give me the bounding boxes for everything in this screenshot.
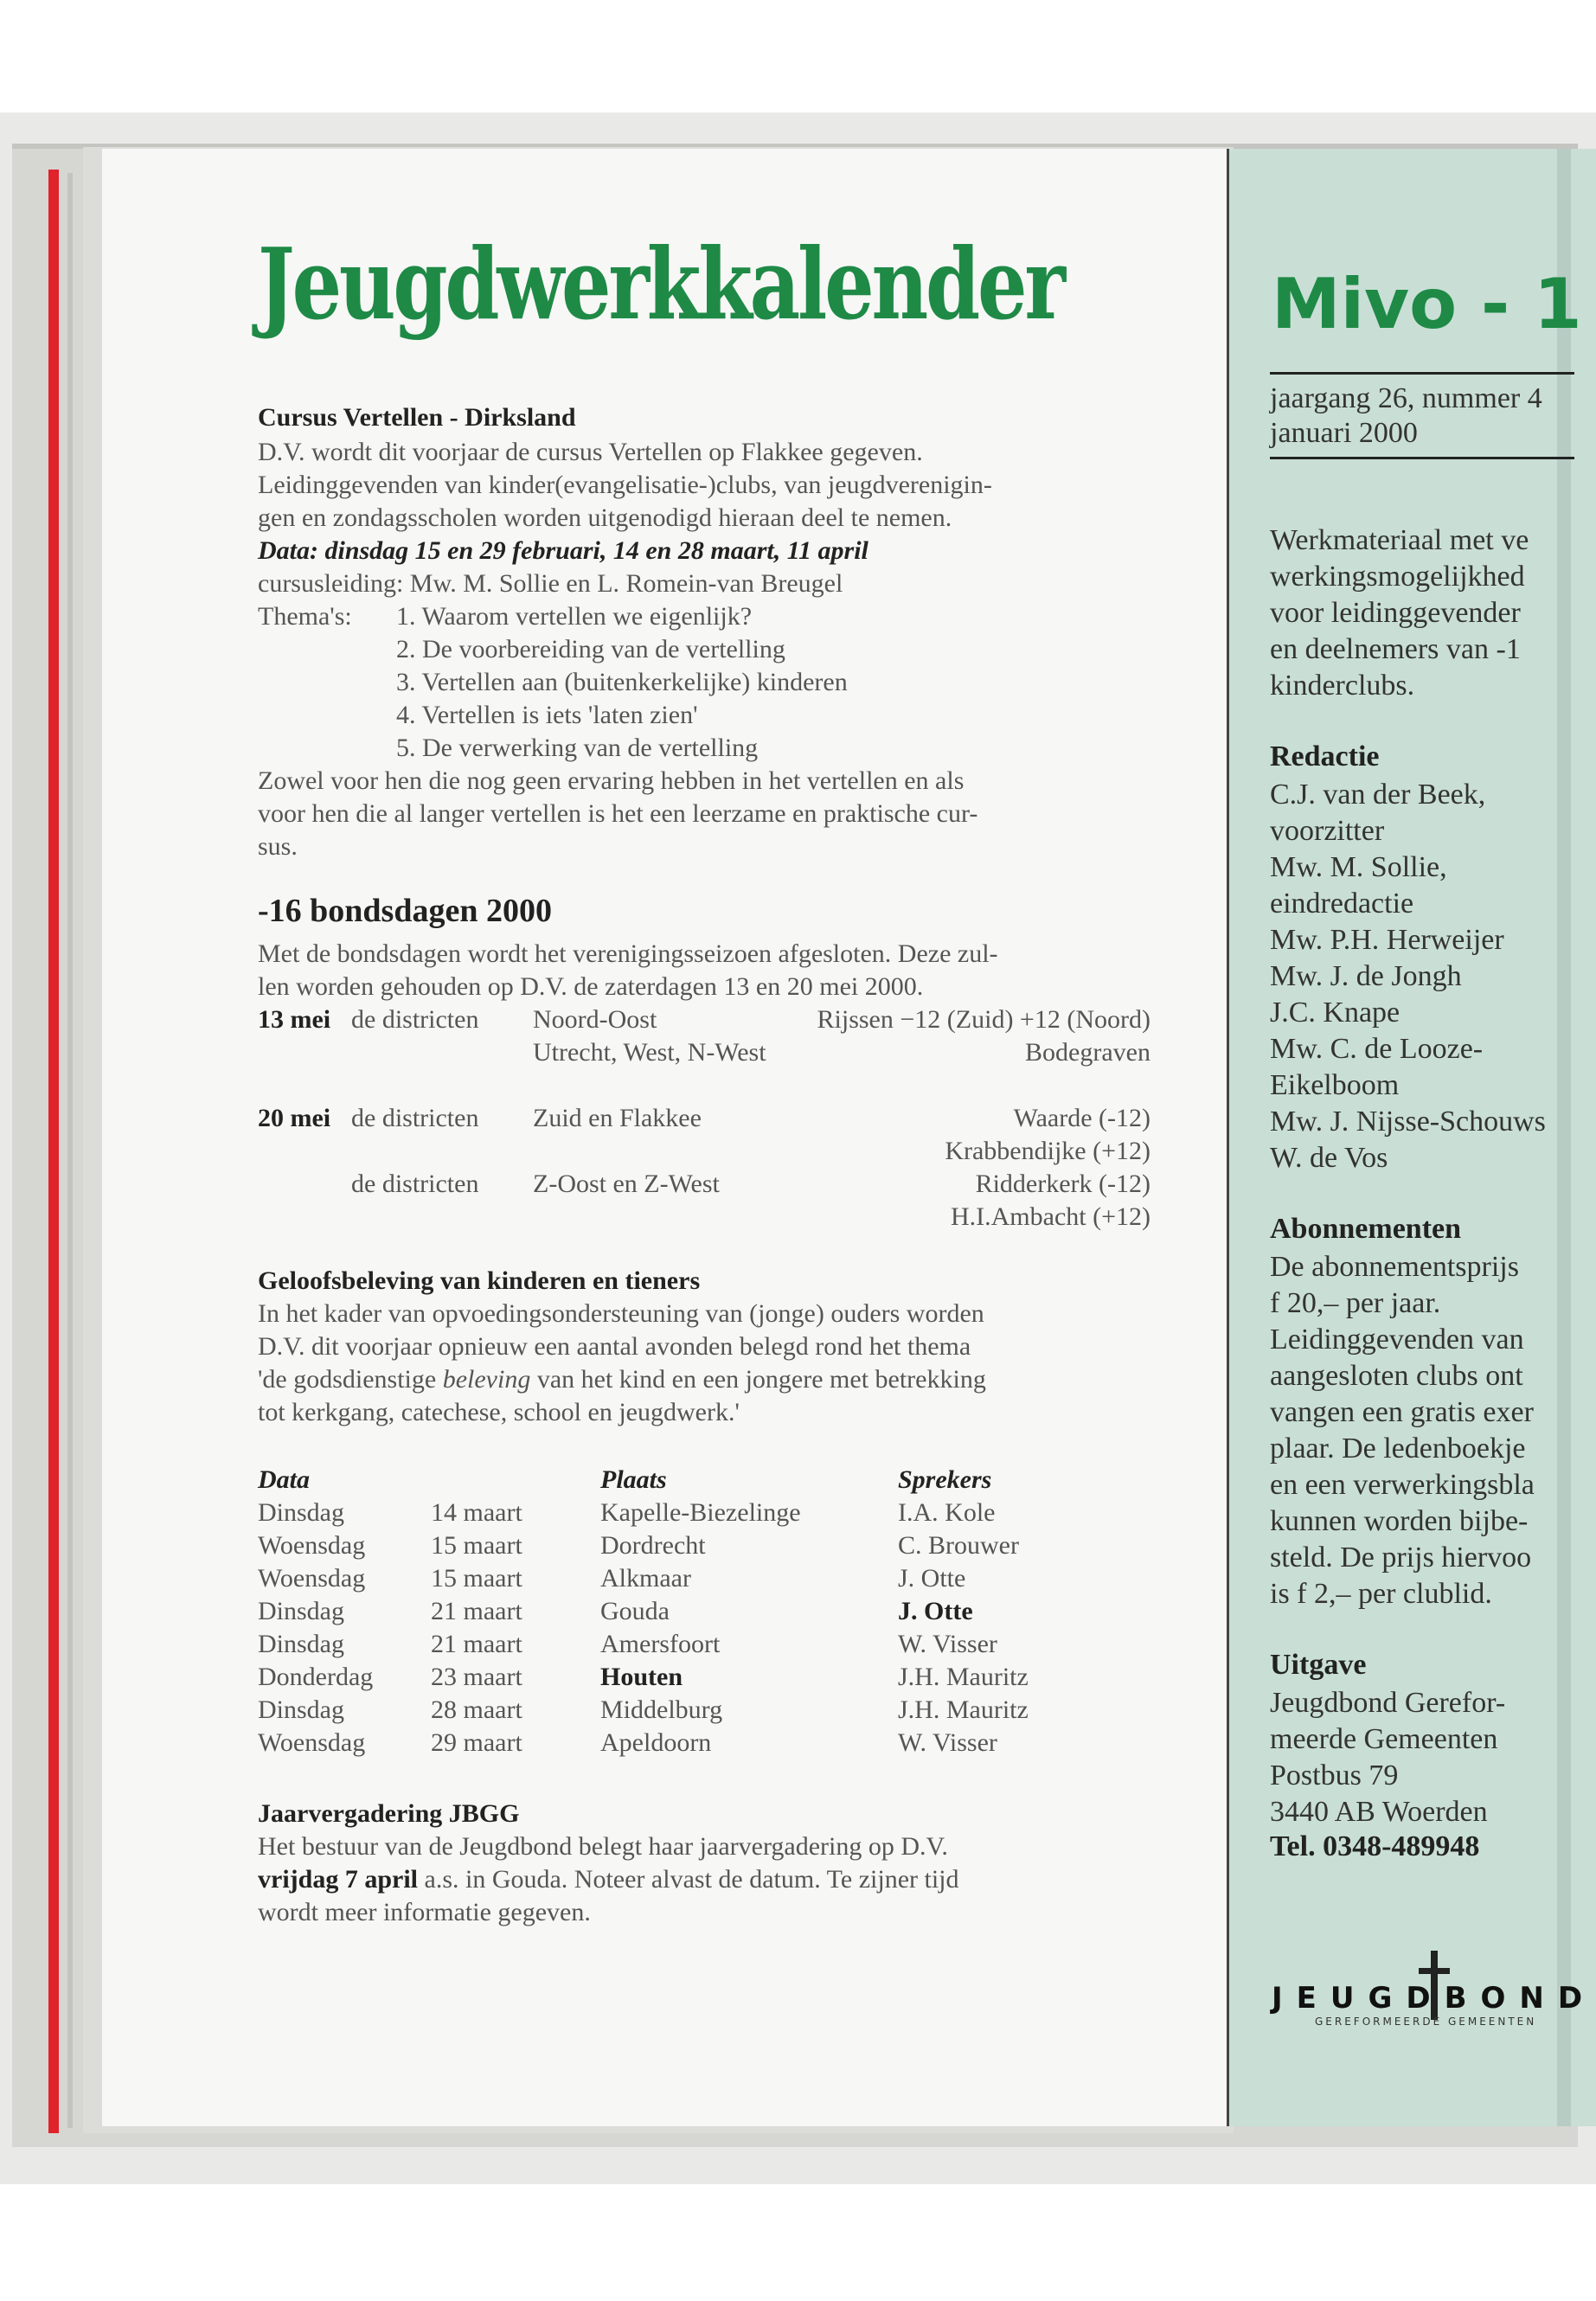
table-place: Houten	[600, 1663, 683, 1691]
abonnementen-heading: Abonnementen	[1270, 1213, 1462, 1245]
background-bottom	[0, 2184, 1596, 2301]
vertellen-heading: Cursus Vertellen - Dirksland	[258, 403, 576, 432]
table-day: Dinsdag	[258, 1597, 344, 1625]
sidebar-desc: Werkmateriaal met ve	[1270, 524, 1529, 556]
sidebar-desc: werkingsmogelijkhed	[1270, 561, 1525, 593]
abon-line: vangen een gratis exer	[1270, 1396, 1534, 1428]
table-speaker: J. Otte	[898, 1597, 973, 1625]
table-day: Dinsdag	[258, 1498, 344, 1527]
geloof-line-1: In het kader van opvoedingsondersteuning van (jonge) ouders worden	[258, 1299, 984, 1328]
sidebar-desc: kinderclubs.	[1270, 670, 1415, 702]
background-top	[0, 0, 1596, 112]
table-place: Kapelle-Biezelinge	[600, 1498, 801, 1527]
table-date: 21 maart	[431, 1597, 522, 1625]
table-date: 23 maart	[431, 1663, 522, 1691]
vertellen-intro-3: gen en zondagsscholen worden uitgenodigd hieraan deel te nemen.	[258, 503, 952, 532]
table-date: 21 maart	[431, 1630, 522, 1658]
redactie-item: Mw. P.H. Herweijer	[1270, 924, 1504, 956]
redactie-item: W. de Vos	[1270, 1142, 1388, 1174]
vertellen-intro-2: Leidinggevenden van kinder(evangelisatie-)clubs, van jeugdverenigin-	[258, 471, 992, 499]
abon-line: aangesloten clubs ont	[1270, 1360, 1523, 1392]
redactie-item: Mw. J. de Jongh	[1270, 960, 1462, 992]
mei20-districts-3: Z-Oost en Z-West	[533, 1170, 720, 1198]
geloof-line-3c: van het kind en een jongere met betrekking	[530, 1365, 986, 1394]
issue-line-2: januari 2000	[1270, 417, 1418, 449]
mei13-date: 13 mei	[258, 1005, 331, 1034]
mei20-label: de districten	[351, 1104, 479, 1132]
redactie-item: Eikelboom	[1270, 1069, 1400, 1101]
vertellen-leiding: cursusleiding: Mw. M. Sollie en L. Romein-van Breugel	[258, 569, 843, 598]
jaarvergadering-line-2-rest: a.s. in Gouda. Noteer alvast de datum. Te zijner tijd	[418, 1865, 959, 1894]
redactie-item: Mw. M. Sollie,	[1270, 851, 1447, 883]
table-day: Woensdag	[258, 1531, 366, 1560]
thema-item: 4. Vertellen is iets 'laten zien'	[396, 701, 698, 729]
bondsdagen-intro-2: len worden gehouden op D.V. de zaterdagen 13 en 20 mei 2000.	[258, 972, 924, 1001]
uitgave-line: meerde Gemeenten	[1270, 1723, 1498, 1755]
uitgave-heading: Uitgave	[1270, 1649, 1367, 1681]
bondsdagen-heading: -16 bondsdagen 2000	[258, 893, 552, 929]
table-day: Woensdag	[258, 1728, 366, 1757]
table-place: Gouda	[600, 1597, 670, 1625]
page-title: Jeugdwerkkalender	[258, 227, 1063, 342]
geloof-line-3	[258, 1363, 986, 1396]
table-date: 15 maart	[431, 1531, 522, 1560]
page-edge	[67, 173, 73, 2128]
table-speaker: J. Otte	[898, 1564, 966, 1593]
table-place: Alkmaar	[600, 1564, 691, 1593]
table-date: 15 maart	[431, 1564, 522, 1593]
mei20-districts-1: Zuid en Flakkee	[533, 1104, 702, 1132]
mei20-place-2: Krabbendijke (+12)	[945, 1137, 1151, 1165]
logo-cross-bar	[1419, 1968, 1450, 1974]
issue-line-1: jaargang 26, nummer 4	[1270, 382, 1542, 414]
geloof-heading: Geloofsbeleving van kinderen en tieners	[258, 1266, 701, 1295]
sidebar-rule-bottom	[1270, 457, 1574, 459]
abon-line: is f 2,– per clublid.	[1270, 1578, 1492, 1610]
uitgave-line: Jeugdbond Gerefor-	[1270, 1687, 1506, 1719]
table-speaker: W. Visser	[898, 1728, 997, 1757]
redactie-item: eindredactie	[1270, 888, 1414, 920]
vertellen-outro-1: Zowel voor hen die nog geen ervaring hebben in het vertellen en als	[258, 766, 965, 795]
mei20-label-2: de districten	[351, 1170, 479, 1198]
abon-line: De abonnementsprijs	[1270, 1251, 1519, 1283]
abon-line: en een verwerkingsbla	[1270, 1469, 1535, 1501]
themas-label: Thema's:	[258, 602, 352, 631]
vertellen-data: Data: dinsdag 15 en 29 februari, 14 en 28 maart, 11 april	[258, 536, 869, 565]
table-day: Dinsdag	[258, 1695, 344, 1724]
mei13-place-1: Rijssen −12 (Zuid) +12 (Noord)	[817, 1005, 1151, 1034]
jaarvergadering-line-2	[258, 1863, 959, 1896]
redactie-heading: Redactie	[1270, 740, 1380, 772]
mei13-place-2: Bodegraven	[1025, 1038, 1151, 1067]
geloof-line-4: tot kerkgang, catechese, school en jeugdwerk.'	[258, 1398, 740, 1426]
bondsdagen-intro-1: Met de bondsdagen wordt het verenigingsseizoen afgesloten. Deze zul-	[258, 939, 998, 968]
sidebar-title: Mivo - 1	[1272, 264, 1582, 344]
abon-line: kunnen worden bijbe-	[1270, 1505, 1529, 1537]
table-place: Apeldoorn	[600, 1728, 712, 1757]
jaarvergadering-line-1: Het bestuur van de Jeugdbond belegt haar jaarvergadering op D.V.	[258, 1832, 948, 1861]
table-place: Dordrecht	[600, 1531, 706, 1560]
table-header-sprekers: Sprekers	[898, 1465, 992, 1494]
table-speaker: J.H. Mauritz	[898, 1663, 1029, 1691]
redactie-item: Mw. J. Nijsse-Schouws	[1270, 1106, 1546, 1138]
jaarvergadering-date: vrijdag 7 april	[258, 1865, 418, 1894]
redactie-item: C.J. van der Beek,	[1270, 779, 1486, 811]
geloof-line-2: D.V. dit voorjaar opnieuw een aantal avonden belegd rond het thema	[258, 1332, 971, 1361]
table-speaker: J.H. Mauritz	[898, 1695, 1029, 1724]
sidebar-desc: en deelnemers van -1	[1270, 633, 1521, 665]
mei20-date: 20 mei	[258, 1104, 331, 1132]
mei13-label: de districten	[351, 1005, 479, 1034]
mei20-place-1: Waarde (-12)	[1013, 1104, 1151, 1132]
sidebar-telephone: Tel. 0348-489948	[1270, 1830, 1480, 1862]
jaarvergadering-heading: Jaarvergadering JBGG	[258, 1799, 520, 1828]
geloof-line-3b: beleving	[442, 1365, 531, 1394]
mei13-districts-2: Utrecht, West, N-West	[533, 1038, 766, 1067]
redactie-item: J.C. Knape	[1270, 997, 1401, 1029]
vertellen-outro-2: voor hen die al langer vertellen is het een leerzame en praktische cur-	[258, 799, 978, 828]
thema-item: 2. De voorbereiding van de vertelling	[396, 635, 785, 663]
table-speaker: I.A. Kole	[898, 1498, 996, 1527]
table-place: Amersfoort	[600, 1630, 721, 1658]
sidebar-fold	[1557, 149, 1571, 2126]
sidebar-desc: voor leidinggevender	[1270, 597, 1521, 629]
uitgave-line: Postbus 79	[1270, 1759, 1399, 1791]
table-speaker: W. Visser	[898, 1630, 997, 1658]
mei20-place-3: Ridderkerk (-12)	[975, 1170, 1151, 1198]
thema-item: 3. Vertellen aan (buitenkerkelijke) kinderen	[396, 668, 848, 696]
geloof-line-3a: 'de godsdienstige	[258, 1365, 443, 1394]
vertellen-intro-1: D.V. wordt dit voorjaar de cursus Vertellen op Flakkee gegeven.	[258, 438, 923, 466]
mei13-districts-1: Noord-Oost	[533, 1005, 657, 1034]
table-day: Woensdag	[258, 1564, 366, 1593]
thema-item: 1. Waarom vertellen we eigenlijk?	[396, 602, 753, 631]
vertellen-outro-3: sus.	[258, 832, 298, 861]
thema-item: 5. De verwerking van de vertelling	[396, 734, 759, 762]
table-day: Dinsdag	[258, 1630, 344, 1658]
table-date: 28 maart	[431, 1695, 522, 1724]
mei20-place-4: H.I.Ambacht (+12)	[950, 1202, 1151, 1231]
jeugdbond-logo: JEUGDBOND	[1272, 1981, 1596, 2016]
jeugdbond-logo-sub: GEREFORMEERDE GEMEENTEN	[1315, 2016, 1537, 2028]
redactie-item: Mw. C. de Looze-	[1270, 1033, 1484, 1065]
abon-line: steld. De prijs hiervoo	[1270, 1541, 1532, 1574]
table-date: 29 maart	[431, 1728, 522, 1757]
abon-line: plaar. De ledenboekje	[1270, 1433, 1526, 1465]
table-date: 14 maart	[431, 1498, 522, 1527]
red-page-edge	[48, 170, 59, 2133]
table-place: Middelburg	[600, 1695, 723, 1724]
table-header-plaats: Plaats	[600, 1465, 667, 1494]
table-header-data: Data	[258, 1465, 310, 1494]
redactie-item: voorzitter	[1270, 815, 1385, 847]
table-speaker: C. Brouwer	[898, 1531, 1019, 1560]
jaarvergadering-line-3: wordt meer informatie gegeven.	[258, 1898, 591, 1926]
sidebar-rule-top	[1270, 372, 1574, 375]
table-day: Donderdag	[258, 1663, 374, 1691]
abon-line: Leidinggevenden van	[1270, 1324, 1524, 1356]
uitgave-line: 3440 AB Woerden	[1270, 1796, 1488, 1828]
abon-line: f 20,– per jaar.	[1270, 1287, 1441, 1319]
